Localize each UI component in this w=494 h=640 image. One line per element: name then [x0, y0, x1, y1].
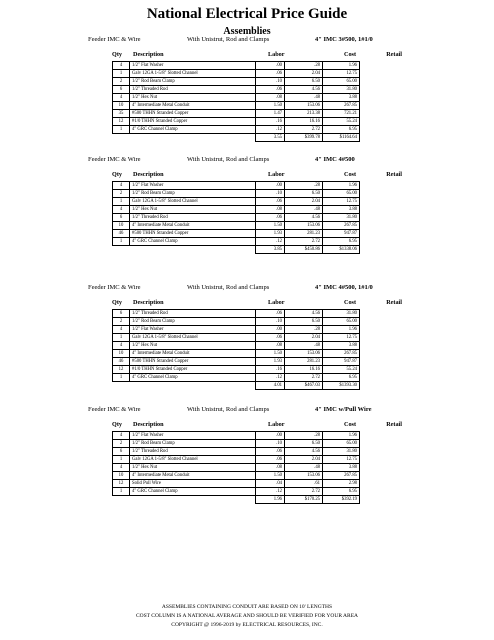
feeder-label: Feeder IMC & Wire: [88, 284, 141, 291]
table-row: [113, 440, 360, 448]
retail-cell: 6.95: [323, 488, 360, 496]
retail-cell: 1.96: [323, 62, 360, 70]
description-cell: Galv 12GA 1-5/8" Slotted Channel: [130, 456, 256, 464]
table-row: [113, 374, 360, 382]
cost-cell: 2.04: [285, 70, 323, 78]
blank-cell: [113, 134, 130, 142]
table-row: [113, 366, 360, 374]
total-row: [113, 134, 360, 142]
section-header: [0, 34, 494, 46]
retail-cell: 721.21: [323, 110, 360, 118]
qty-cell: 4: [113, 342, 130, 350]
cost-cell: 6.50: [285, 440, 323, 448]
items-table: [112, 61, 360, 142]
total-cost: $450.86: [285, 246, 323, 254]
assembly-name: 4" IMC 4#500, 1#1/0: [315, 284, 373, 291]
retail-cell: 31.80: [323, 448, 360, 456]
labor-cell: .12: [256, 126, 285, 134]
labor-cell: .12: [256, 238, 285, 246]
qty-cell: 4: [113, 432, 130, 440]
labor-cell: 1.50: [256, 472, 285, 480]
table-row: [113, 86, 360, 94]
cost-cell: 2.04: [285, 198, 323, 206]
assembly-name: 4" IMC 3#500, 1#1/0: [315, 36, 373, 43]
table-row: [113, 70, 360, 78]
description-cell: 4" GRC Channel Clamp: [130, 126, 256, 134]
total-cost: $467.03: [285, 382, 323, 390]
cost-cell: .48: [285, 206, 323, 214]
table-row: [113, 464, 360, 472]
cost-cell: 4.56: [285, 310, 323, 318]
assembly-name: 4" IMC 4#500: [315, 156, 355, 163]
description-cell: Galv 12GA 1-5/8" Slotted Channel: [130, 334, 256, 342]
retail-cell: 31.80: [323, 214, 360, 222]
qty-cell: 1: [113, 374, 130, 382]
labor-cell: .08: [256, 342, 285, 350]
qty-cell: 4: [113, 94, 130, 102]
labor-cell: .06: [256, 310, 285, 318]
table-row: [113, 334, 360, 342]
retail-cell: 267.85: [323, 102, 360, 110]
assembly-section: [0, 34, 494, 142]
total-labor: 1.96: [256, 496, 285, 504]
table-row: [113, 488, 360, 496]
total-cost: $170.25: [285, 496, 323, 504]
table-row: [113, 94, 360, 102]
cost-cell: 6.50: [285, 318, 323, 326]
column-header-cost: Cost: [344, 299, 357, 306]
retail-cell: 6.95: [323, 374, 360, 382]
qty-cell: 4: [113, 62, 130, 70]
description-cell: 1/2" Rod Beam Clamp: [130, 78, 256, 86]
total-row: [113, 496, 360, 504]
column-header-qty: Qty: [112, 171, 122, 178]
column-headers: [0, 298, 494, 309]
retail-cell: 947.87: [323, 358, 360, 366]
description-cell: #500 THHN Stranded Copper: [130, 358, 256, 366]
description-cell: 1/2" Threaded Rod: [130, 86, 256, 94]
qty-cell: 1: [113, 198, 130, 206]
labor-cell: .06: [256, 456, 285, 464]
labor-cell: .10: [256, 78, 285, 86]
qty-cell: 35: [113, 110, 130, 118]
table-row: [113, 358, 360, 366]
cost-cell: .48: [285, 464, 323, 472]
table-row: [113, 62, 360, 70]
column-header-qty: Qty: [112, 51, 122, 58]
description-cell: 1/2" Hex Nut: [130, 206, 256, 214]
qty-cell: 1: [113, 456, 130, 464]
cost-cell: .28: [285, 432, 323, 440]
cost-cell: 2.72: [285, 488, 323, 496]
column-headers: [0, 170, 494, 181]
retail-cell: 1.96: [323, 182, 360, 190]
cost-cell: 4.56: [285, 214, 323, 222]
column-header-description: Description: [133, 299, 164, 306]
labor-cell: .12: [256, 488, 285, 496]
cost-cell: 2.72: [285, 238, 323, 246]
items-table: [112, 309, 360, 390]
table-row: [113, 102, 360, 110]
description-cell: Galv 12GA 1-5/8" Slotted Channel: [130, 70, 256, 78]
blank-cell: [130, 246, 256, 254]
retail-cell: 267.85: [323, 222, 360, 230]
cost-cell: 153.06: [285, 102, 323, 110]
total-labor: 3.85: [256, 246, 285, 254]
blank-cell: [113, 496, 130, 504]
description-cell: 1/2" Threaded Rod: [130, 448, 256, 456]
cost-cell: 2.04: [285, 456, 323, 464]
retail-cell: 12.75: [323, 456, 360, 464]
labor-cell: 1.93: [256, 358, 285, 366]
labor-cell: .10: [256, 190, 285, 198]
section-header: [0, 282, 494, 294]
total-retail: $1338.06: [323, 246, 360, 254]
labor-cell: .04: [256, 480, 285, 488]
retail-cell: 6.95: [323, 238, 360, 246]
labor-cell: .08: [256, 94, 285, 102]
cost-cell: 6.50: [285, 190, 323, 198]
table-row: [113, 350, 360, 358]
qty-cell: 12: [113, 480, 130, 488]
qty-cell: 12: [113, 366, 130, 374]
blank-cell: [130, 496, 256, 504]
page-subtitle: Assemblies: [223, 26, 271, 37]
cost-cell: .28: [285, 62, 323, 70]
qty-cell: 10: [113, 472, 130, 480]
total-retail: $1164.64: [323, 134, 360, 142]
qty-cell: 4: [113, 326, 130, 334]
retail-cell: 6.95: [323, 126, 360, 134]
qty-cell: 4: [113, 206, 130, 214]
description-cell: 1/2" Flat Washer: [130, 326, 256, 334]
retail-cell: 12.75: [323, 198, 360, 206]
description-cell: 4" Intermediate Metal Conduit: [130, 102, 256, 110]
cost-cell: 2.04: [285, 334, 323, 342]
items-table: [112, 431, 360, 504]
labor-cell: .10: [256, 440, 285, 448]
retail-cell: 12.75: [323, 334, 360, 342]
unistrut-label: With Unistrut, Rod and Clamps: [187, 284, 270, 291]
labor-cell: .16: [256, 366, 285, 374]
column-header-description: Description: [133, 421, 164, 428]
table-row: [113, 198, 360, 206]
labor-cell: .16: [256, 118, 285, 126]
unistrut-label: With Unistrut, Rod and Clamps: [187, 36, 270, 43]
qty-cell: 1: [113, 70, 130, 78]
cost-cell: 4.56: [285, 86, 323, 94]
retail-cell: 55.24: [323, 118, 360, 126]
qty-cell: 6: [113, 214, 130, 222]
blank-cell: [113, 382, 130, 390]
cost-cell: 4.56: [285, 448, 323, 456]
table-row: [113, 342, 360, 350]
description-cell: 1/2" Flat Washer: [130, 432, 256, 440]
qty-cell: 2: [113, 78, 130, 86]
qty-cell: 1: [113, 334, 130, 342]
column-header-labor: Labor: [268, 299, 285, 306]
table-row: [113, 190, 360, 198]
cost-cell: 2.72: [285, 374, 323, 382]
description-cell: #1/0 THHN Stranded Copper: [130, 118, 256, 126]
labor-cell: .06: [256, 334, 285, 342]
table-row: [113, 456, 360, 464]
table-row: [113, 448, 360, 456]
retail-cell: 65.00: [323, 190, 360, 198]
column-header-retail: Retail: [386, 51, 402, 58]
labor-cell: 1.93: [256, 230, 285, 238]
column-header-retail: Retail: [386, 299, 402, 306]
qty-cell: 12: [113, 118, 130, 126]
assembly-name: 4" IMC w/Pull Wire: [315, 406, 372, 413]
blank-cell: [113, 246, 130, 254]
qty-cell: 6: [113, 86, 130, 94]
retail-cell: 12.75: [323, 70, 360, 78]
page-title: National Electrical Price Guide: [146, 6, 348, 22]
unistrut-label: With Unistrut, Rod and Clamps: [187, 156, 270, 163]
footer-note-conduit: ASSEMBLIES CONTAINING CONDUIT ARE BASED ON 10' LENGTHS: [161, 604, 333, 610]
table-row: [113, 480, 360, 488]
assembly-section: [0, 404, 494, 504]
description-cell: 4" Intermediate Metal Conduit: [130, 222, 256, 230]
cost-cell: 281.23: [285, 230, 323, 238]
qty-cell: 10: [113, 102, 130, 110]
description-cell: #500 THHN Stranded Copper: [130, 110, 256, 118]
retail-cell: 3.88: [323, 94, 360, 102]
total-retail: $392.19: [323, 496, 360, 504]
labor-cell: .06: [256, 86, 285, 94]
retail-cell: 65.00: [323, 440, 360, 448]
footer-copyright: COPYRIGHT @ 1996-2019 by ELECTRICAL RESOURCES, INC.: [171, 622, 323, 628]
column-header-cost: Cost: [344, 171, 357, 178]
cost-cell: .48: [285, 94, 323, 102]
qty-cell: 1: [113, 238, 130, 246]
cost-cell: .61: [285, 480, 323, 488]
table-row: [113, 214, 360, 222]
column-headers: [0, 50, 494, 61]
description-cell: 1/2" Rod Beam Clamp: [130, 440, 256, 448]
retail-cell: 55.24: [323, 366, 360, 374]
labor-cell: .00: [256, 182, 285, 190]
feeder-label: Feeder IMC & Wire: [88, 406, 141, 413]
table-row: [113, 222, 360, 230]
cost-cell: 6.50: [285, 78, 323, 86]
qty-cell: 10: [113, 222, 130, 230]
qty-cell: 2: [113, 318, 130, 326]
cost-cell: 281.23: [285, 358, 323, 366]
column-header-labor: Labor: [268, 421, 285, 428]
labor-cell: .06: [256, 448, 285, 456]
retail-cell: 1.96: [323, 432, 360, 440]
table-row: [113, 238, 360, 246]
labor-cell: .00: [256, 432, 285, 440]
table-row: [113, 182, 360, 190]
retail-cell: 65.00: [323, 318, 360, 326]
table-row: [113, 126, 360, 134]
total-cost: $399.78: [285, 134, 323, 142]
labor-cell: 1.50: [256, 102, 285, 110]
blank-cell: [130, 134, 256, 142]
labor-cell: .08: [256, 206, 285, 214]
description-cell: 1/2" Hex Nut: [130, 464, 256, 472]
labor-cell: .06: [256, 70, 285, 78]
description-cell: 4" GRC Channel Clamp: [130, 488, 256, 496]
footer-note-cost: COST COLUMN IS A NATIONAL AVERAGE AND SHOULD BE VERIFIED FOR YOUR AREA: [135, 613, 359, 619]
cost-cell: 213.38: [285, 110, 323, 118]
blank-cell: [130, 382, 256, 390]
description-cell: 1/2" Rod Beam Clamp: [130, 190, 256, 198]
retail-cell: 31.80: [323, 86, 360, 94]
section-header: [0, 154, 494, 166]
table-row: [113, 310, 360, 318]
cost-cell: 16.16: [285, 366, 323, 374]
column-header-qty: Qty: [112, 421, 122, 428]
column-header-retail: Retail: [386, 171, 402, 178]
qty-cell: 4: [113, 182, 130, 190]
labor-cell: 1.47: [256, 110, 285, 118]
description-cell: 1/2" Hex Nut: [130, 342, 256, 350]
table-row: [113, 472, 360, 480]
cost-cell: .28: [285, 182, 323, 190]
cost-cell: .48: [285, 342, 323, 350]
description-cell: 1/2" Flat Washer: [130, 62, 256, 70]
total-row: [113, 382, 360, 390]
retail-cell: 3.88: [323, 206, 360, 214]
cost-cell: .28: [285, 326, 323, 334]
feeder-label: Feeder IMC & Wire: [88, 36, 141, 43]
items-table: [112, 181, 360, 254]
table-row: [113, 78, 360, 86]
column-headers: [0, 420, 494, 431]
description-cell: 4" Intermediate Metal Conduit: [130, 472, 256, 480]
description-cell: 1/2" Flat Washer: [130, 182, 256, 190]
unistrut-label: With Unistrut, Rod and Clamps: [187, 406, 270, 413]
description-cell: Galv 12GA 1-5/8" Slotted Channel: [130, 198, 256, 206]
labor-cell: 1.50: [256, 222, 285, 230]
labor-cell: .10: [256, 318, 285, 326]
description-cell: 1/2" Threaded Rod: [130, 214, 256, 222]
total-row: [113, 246, 360, 254]
column-header-labor: Labor: [268, 51, 285, 58]
qty-cell: 1: [113, 488, 130, 496]
labor-cell: .08: [256, 464, 285, 472]
cost-cell: 16.16: [285, 118, 323, 126]
column-header-cost: Cost: [344, 51, 357, 58]
cost-cell: 153.06: [285, 472, 323, 480]
retail-cell: 267.85: [323, 472, 360, 480]
qty-cell: 2: [113, 440, 130, 448]
column-header-labor: Labor: [268, 171, 285, 178]
qty-cell: 2: [113, 190, 130, 198]
feeder-label: Feeder IMC & Wire: [88, 156, 141, 163]
retail-cell: 2.98: [323, 480, 360, 488]
assembly-section: [0, 282, 494, 390]
column-header-description: Description: [133, 51, 164, 58]
qty-cell: 10: [113, 350, 130, 358]
cost-cell: 2.72: [285, 126, 323, 134]
table-row: [113, 318, 360, 326]
retail-cell: 31.80: [323, 310, 360, 318]
retail-cell: 65.00: [323, 78, 360, 86]
labor-cell: .00: [256, 62, 285, 70]
retail-cell: 947.87: [323, 230, 360, 238]
description-cell: 1/2" Rod Beam Clamp: [130, 318, 256, 326]
assembly-section: [0, 154, 494, 254]
cost-cell: 153.06: [285, 350, 323, 358]
column-header-qty: Qty: [112, 299, 122, 306]
labor-cell: .06: [256, 214, 285, 222]
retail-cell: 1.96: [323, 326, 360, 334]
labor-cell: .00: [256, 326, 285, 334]
table-row: [113, 110, 360, 118]
description-cell: Solid Pull Wire: [130, 480, 256, 488]
column-header-description: Description: [133, 171, 164, 178]
column-header-cost: Cost: [344, 421, 357, 428]
table-row: [113, 326, 360, 334]
qty-cell: 6: [113, 448, 130, 456]
qty-cell: 6: [113, 310, 130, 318]
total-retail: $1393.30: [323, 382, 360, 390]
section-header: [0, 404, 494, 416]
retail-cell: 267.85: [323, 350, 360, 358]
labor-cell: .12: [256, 374, 285, 382]
description-cell: 4" GRC Channel Clamp: [130, 238, 256, 246]
retail-cell: 3.88: [323, 464, 360, 472]
total-labor: 3.55: [256, 134, 285, 142]
description-cell: #1/0 THHN Stranded Copper: [130, 366, 256, 374]
qty-cell: 4: [113, 464, 130, 472]
total-labor: 4.01: [256, 382, 285, 390]
qty-cell: 1: [113, 126, 130, 134]
table-row: [113, 230, 360, 238]
description-cell: #500 THHN Stranded Copper: [130, 230, 256, 238]
qty-cell: 46: [113, 230, 130, 238]
table-row: [113, 432, 360, 440]
description-cell: 4" GRC Channel Clamp: [130, 374, 256, 382]
labor-cell: .06: [256, 198, 285, 206]
qty-cell: 46: [113, 358, 130, 366]
table-row: [113, 206, 360, 214]
column-header-retail: Retail: [386, 421, 402, 428]
retail-cell: 3.88: [323, 342, 360, 350]
labor-cell: 1.50: [256, 350, 285, 358]
table-row: [113, 118, 360, 126]
description-cell: 1/2" Threaded Rod: [130, 310, 256, 318]
description-cell: 4" Intermediate Metal Conduit: [130, 350, 256, 358]
cost-cell: 153.06: [285, 222, 323, 230]
description-cell: 1/2" Hex Nut: [130, 94, 256, 102]
